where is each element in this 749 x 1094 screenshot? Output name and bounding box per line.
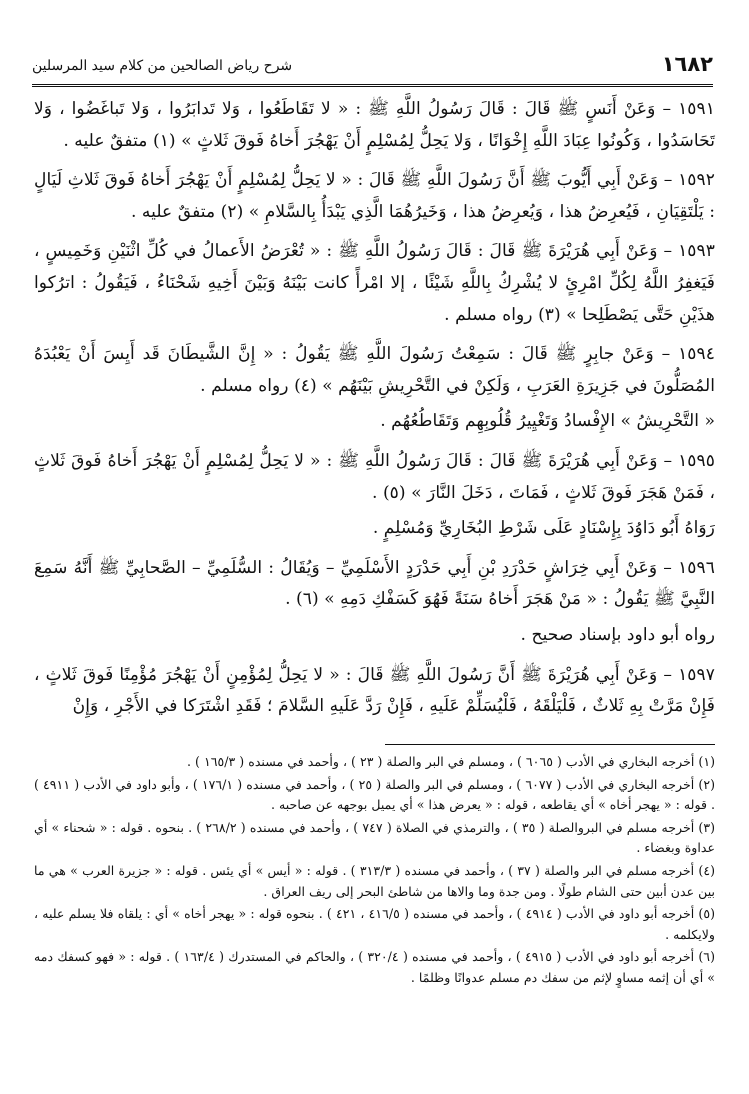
footnote-1: (١) أخرجه البخاري في الأدب ( ٦٠٦٥ ) ، ومسلم في البر والصلة ( ٢٣ ) ، وأحمد في مسنده ( ١٦٥/٣ ) . [187, 754, 715, 769]
hadith-1595: ١٥٩٥ – وَعَنْ أَبِي هُرَيْرَةَ ﷺ قَالَ : قَالَ رَسُولُ اللَّهِ ﷺ : « لا يَحِلُّ لِمُسْلِمٍ أَنْ يَهْجُرَ أَخاهُ فَوقَ ثَلاثٍ ، فَمَنْ هَجَرَ فَوقَ ثَلاثٍ ، فَمَاتَ ، دَخَلَ النَّارَ » (٥) . [34, 450, 715, 503]
hadith-1595-grading: رَوَاهُ أَبُو دَاوُدَ بِإِسْنَادٍ عَلَى شَرْطِ البُخَارِيِّ وَمُسْلِمٍ . [372, 518, 715, 539]
hadith-1591: ١٥٩١ – وَعَنْ أَنَسٍ ﷺ قَالَ : قَالَ رَسُولُ اللَّهِ ﷺ : « لا تَقَاطَعُوا ، وَلا تَدابَرُوا ، وَلا تَباغَضُوا ، وَلا تَحَاسَدُوا ، وَكُونُوا عِبَادَ اللَّهِ إِخْوَانًا ، وَلا يَحِلُّ لِمُسْلِمٍ أَنْ يَهْجُرَ أَخاهُ فَوقَ ثَلاثٍ » (١) متفقٌ عليه . [34, 99, 715, 151]
page-number: ١٦٨٢ [661, 52, 713, 76]
footnote-5: (٥) أخرجه أبو داود في الأدب ( ٤٩١٤ ) ، وأحمد في مسنده ( ٤١٦/٥ ، ٤٢١ ) . بنحوه قوله : « يهجر أخاه » أي : يلقاه فلا يسلم عليه ، ولايكلمه . [34, 906, 715, 942]
footnote-6: (٦) أخرجه أبو داود في الأدب ( ٤٩١٥ ) ، وأحمد في مسنده ( ٣٢٠/٤ ) ، والحاكم في المستدرك ( ١٦٣/٤ ) . قوله : « فهو كسفك دمه » أي أن إثمه مساوٍ لإثم من سفك دم مسلم عدوانًا وظلمًا . [34, 949, 715, 985]
hadith-1593: ١٥٩٣ – وَعَنْ أَبِي هُرَيْرَةَ ﷺ قَالَ : قَالَ رَسُولُ اللَّهِ ﷺ : « تُعْرَضُ الأَعمالُ في كُلِّ اثْنَيْنِ وَخَمِيسٍ ، فَيَغفِرُ اللَّهُ لِكُلِّ امْرِئٍ لا يُشْرِكُ بِاللَّهِ شَيْئًا ، إلا امْرأً كانت بَيْنَهُ وَبَيْنَ أَخِيهِ شَحْنَاءُ ، فَيَقُولُ : اترُكوا هذَيْنِ حَتَّى يَصْطَلِحا » (٣) رواه مسلم . [34, 241, 715, 325]
footnotes [34, 752, 715, 991]
running-title: شرح رياض الصالحين من كلام سيد المرسلين [32, 58, 293, 74]
footnote-4: (٤) أخرجه مسلم في البر والصلة ( ٣٧ ) ، وأحمد في مسنده ( ٣١٣/٣ ) . قوله : « أيس » أي يئس . قوله : « جزيرة العرب » هي ما بين عدن أبين حتى الشام طولًا . ومن جدة وما والاها من شاطئ البحر إلى ريف العراق . [34, 862, 715, 899]
hadith-1596: ١٥٩٦ – وَعَنْ أَبِي خِرَاشٍ حَدْرَدِ بْنِ أَبِي حَدْرَدٍ الأَسْلَمِيِّ – وَيُقَالُ : السُّلَمِيِّ – الصَّحابِيِّ ﷺ أَنَّهُ سَمِعَ النَّبِيَّ ﷺ يَقُولُ : « مَنْ هَجَرَ أَخاهُ سَنَةً فَهُوَ كَسَفْكِ دَمِهِ » (٦) . [34, 557, 715, 610]
hadith-1597: ١٥٩٧ – وَعَنْ أَبِي هُرَيْرَةَ ﷺ أَنَّ رَسُولَ اللَّهِ ﷺ قَالَ : « لا يَحِلُّ لِمُؤْمِنٍ أَنْ يَهْجُرَ مُؤْمِنًا فَوقَ ثَلاثٍ ، فَإِنْ مَرَّتْ بِهِ ثَلاثٌ ، فَلْيَلْقَهُ ، فَلْيُسَلِّمْ عَلَيهِ ، فَإِنْ رَدَّ عَلَيهِ السَّلامَ ؛ فَقَدِ اشْتَرَكا في الأَجْرِ ، وَإِنْ [34, 664, 715, 717]
footnote-3: (٣) أخرجه مسلم في البروالصلة ( ٣٥ ) ، والترمذي في الصلاة ( ٧٤٧ ) ، وأحمد في مسنده ( ٢٦٨/٢ ) . بنحوه . قوله : « شحناء » أي عداوة وبغضاء . [34, 819, 716, 856]
main-text [34, 94, 715, 723]
page-header [32, 50, 713, 87]
hadith-1594: ١٥٩٤ – وَعَنْ جابِرٍ ﷺ قَالَ : سَمِعْتُ رَسُولَ اللَّهِ ﷺ يَقُولُ : « إِنَّ الشَّيطَانَ قَد أَيِسَ أَنْ يَعْبُدَهُ المُصَلُّونَ في جَزِيرَةِ العَرَبِ ، وَلَكِنْ في التَّحْرِيشِ بَيْنَهُم » (٤) رواه مسلم . [34, 344, 715, 396]
hadith-1596-grading: رواه أبو داود بإسناد صحيح . [520, 624, 715, 645]
footnote-divider [385, 744, 715, 745]
hadith-1594-explanation: « التَّحْرِيشُ » الإِفْسادُ وَتَغْيِيرُ قُلُوبِهِم وَتَقَاطُعُهُم . [380, 411, 715, 432]
footnote-2: (٢) أخرجه البخاري في الأدب ( ٦٠٧٧ ) ، ومسلم في البر والصلة ( ٢٥ ) ، وأحمد في مسنده ( ١٧٦/١ ) ، وأبو داود في الأدب ( ٤٩١١ ) . قوله : « يهجر أخاه » أي يقاطعه ، قوله : « يعرض هذا » أي يميل بوجهه عن صاحبه . [34, 776, 715, 813]
hadith-1592: ١٥٩٢ – وَعَنْ أَبِي أَيُّوبَ ﷺ أَنَّ رَسُولَ اللَّهِ ﷺ قَالَ : « لا يَحِلُّ لِمُسْلِمٍ أَنْ يَهْجُرَ أَخاهُ فَوقَ ثَلاثِ لَيَالٍ : يَلْتَقِيَانِ ، فَيُعرِضُ هذا ، وَيُعرِضُ هذا ، وَخَيرُهُمَا الَّذِي يَبْدَأُ بِالسَّلامِ » (٢) متفقٌ عليه . [34, 170, 715, 222]
